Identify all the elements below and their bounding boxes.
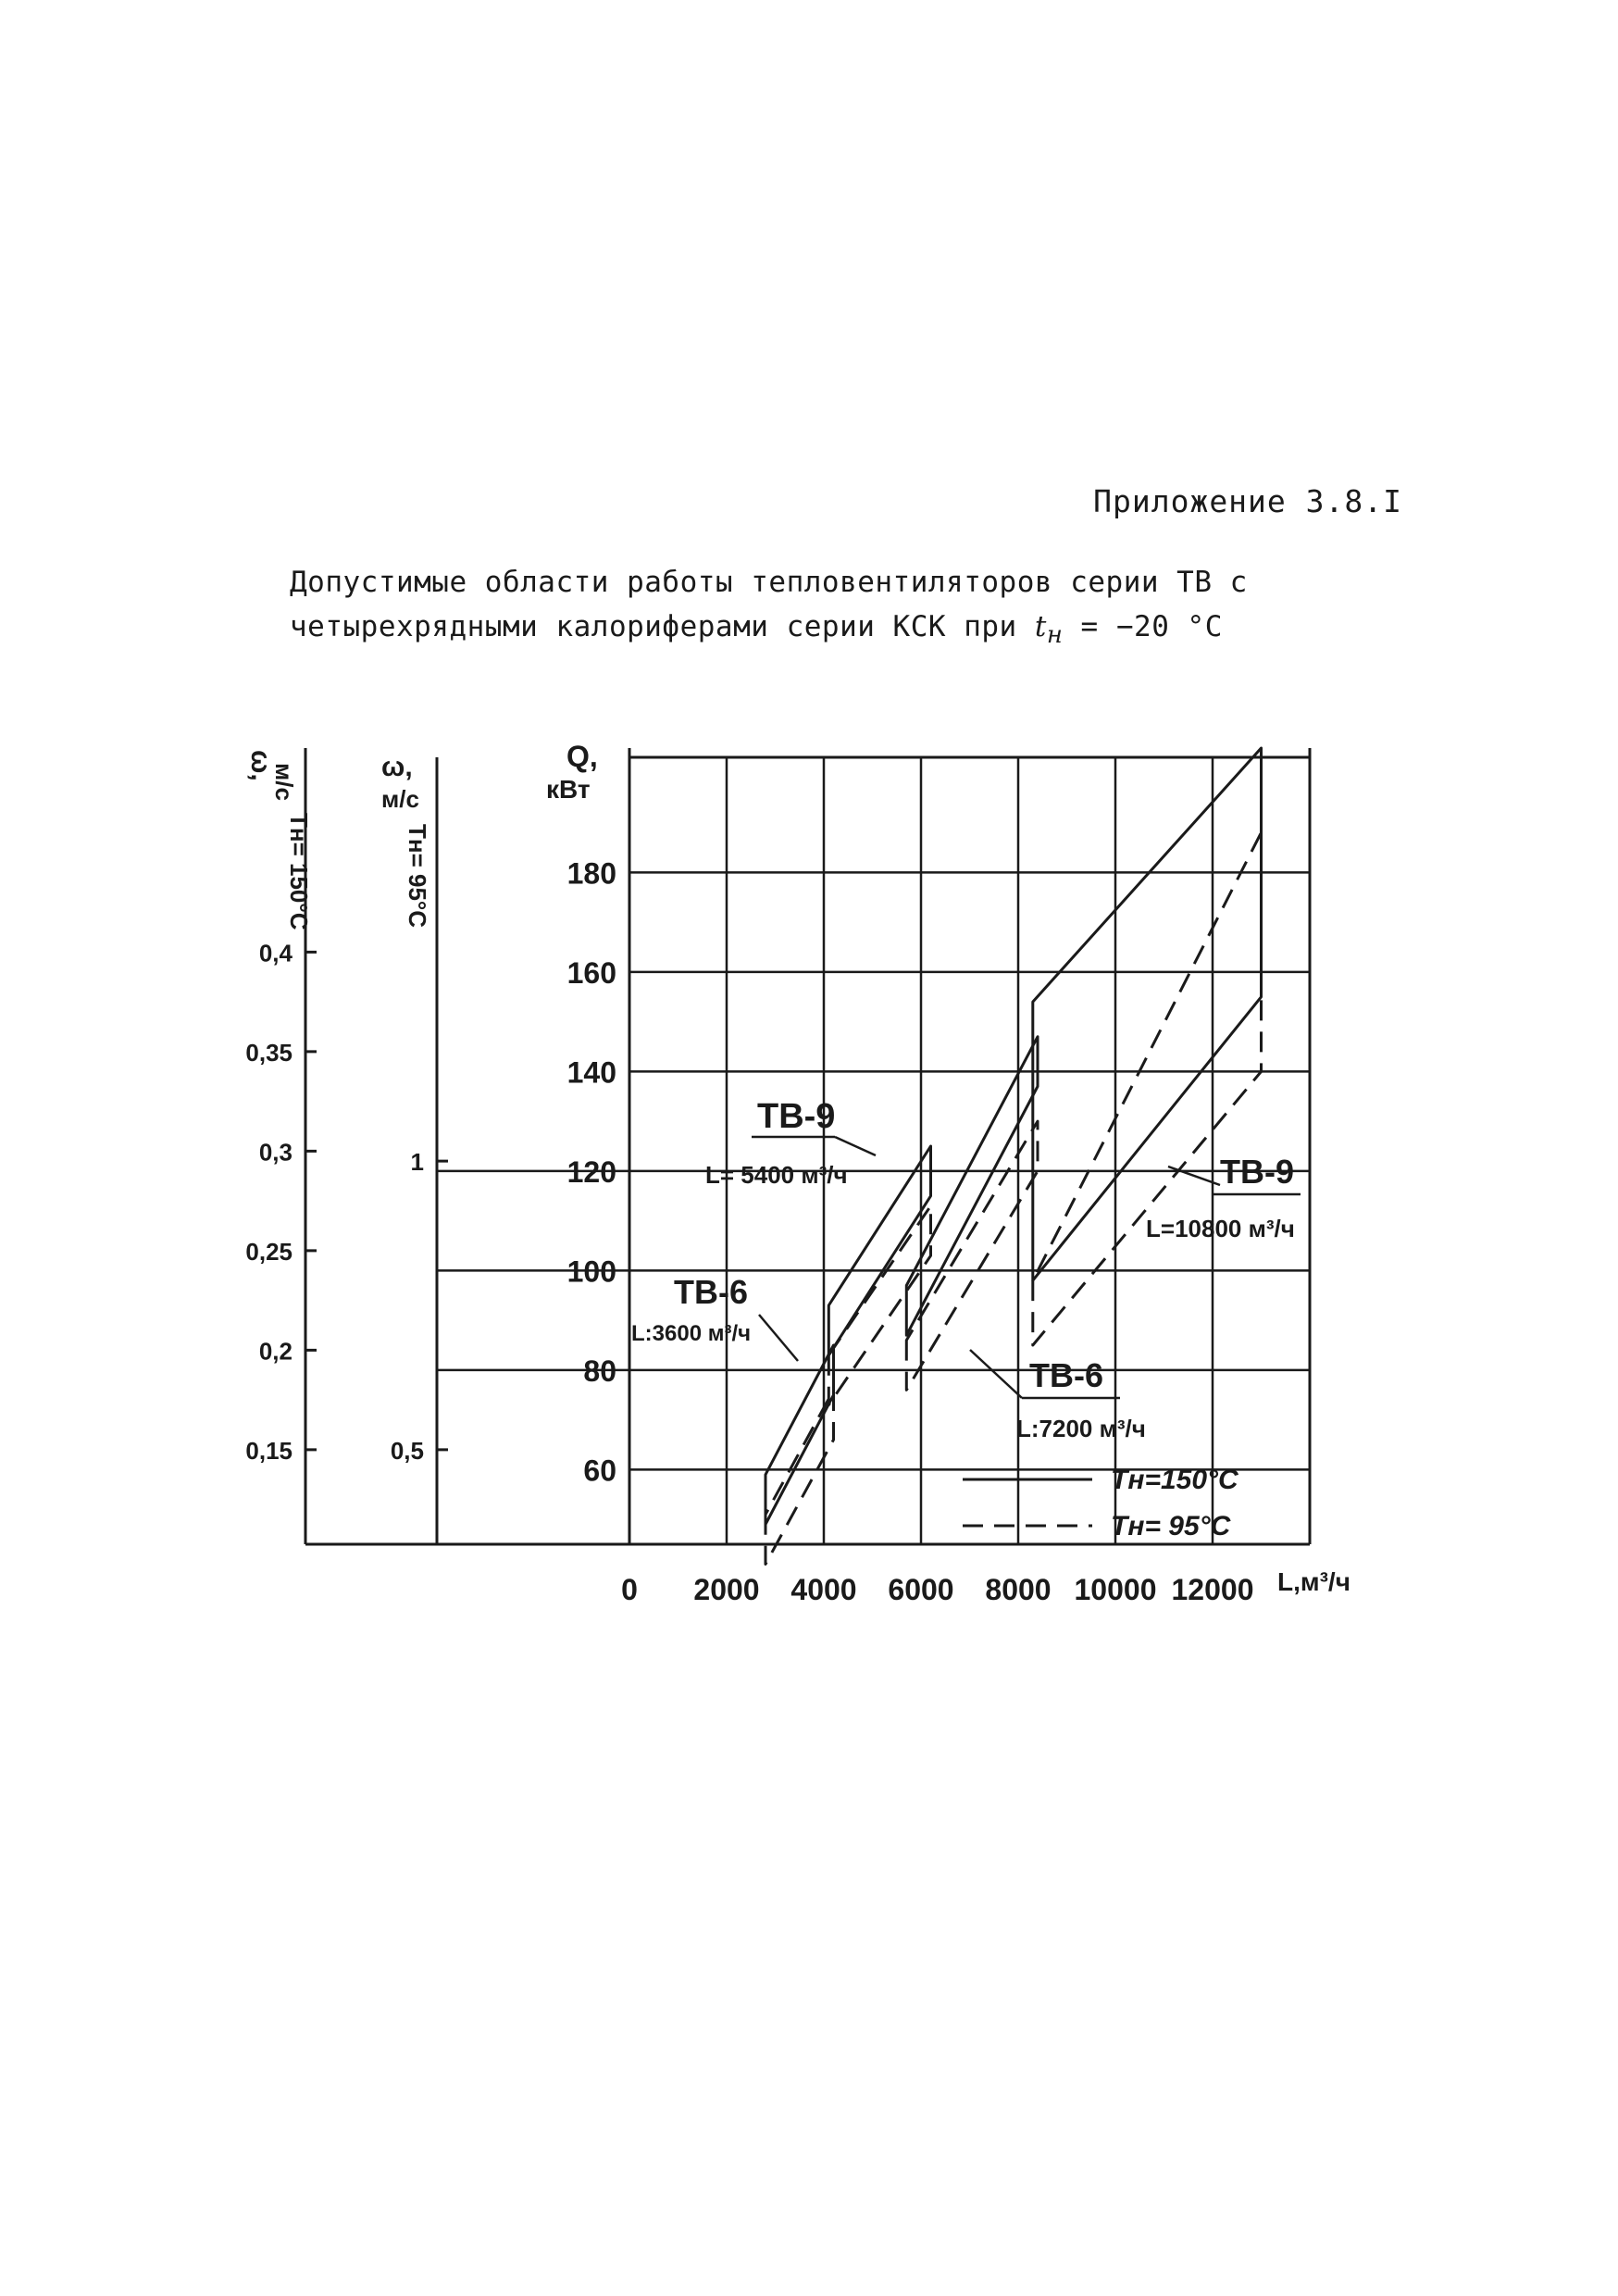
- aux-tick-label: 0,3: [258, 1138, 292, 1167]
- aux-tick-label: 0,4: [258, 939, 292, 967]
- aux-tick-label: 0,35: [245, 1038, 292, 1067]
- y-tick-label: 160: [566, 955, 616, 990]
- caption-value: = −20 °С: [1080, 610, 1223, 643]
- aux-axis-2-condition: Tн= 95°С: [404, 824, 431, 929]
- y-tick-label: 180: [566, 856, 616, 891]
- y-tick-label: 120: [566, 1154, 616, 1189]
- y-tick-label: 140: [566, 1055, 616, 1090]
- annotation-tv9-5400-title: ТВ-9: [757, 1097, 836, 1136]
- x-tick-label: 4000: [790, 1573, 857, 1606]
- y-tick-label: 60: [583, 1454, 616, 1488]
- annotation-tv9-10800-title: ТВ-9: [1220, 1153, 1294, 1191]
- legend-dashed-label: Tн= 95°С: [1111, 1511, 1231, 1541]
- aux-axis-1-condition: Tн= 150°С: [285, 813, 313, 930]
- series-layer: [765, 748, 1262, 1565]
- y-tick-label: 100: [566, 1254, 616, 1289]
- appendix-label: Приложение 3.8.I: [1093, 483, 1402, 519]
- aux-tick-label: 0,5: [390, 1436, 424, 1465]
- x-tick-label: 12000: [1171, 1573, 1254, 1606]
- annotation-tv6-3600-title: ТВ-6: [674, 1273, 748, 1311]
- series-region: [1033, 832, 1262, 1345]
- annotation-tv6-7200-leader: [970, 1350, 1022, 1398]
- aux-axis-2-title: ω,: [381, 752, 413, 782]
- series-region: [1033, 748, 1262, 1280]
- x-tick-label: 8000: [985, 1573, 1052, 1606]
- aux-tick-label: 1: [410, 1148, 424, 1177]
- y-tick-label: 80: [583, 1354, 616, 1388]
- annotation-tv6-7200-sub: L:7200 м³/ч: [1016, 1415, 1146, 1442]
- aux-axis-2-unit: м/с: [381, 785, 419, 813]
- caption-symbol-sub: н: [1046, 621, 1064, 650]
- annotation-tv9-10800-sub: L=10800 м³/ч: [1146, 1215, 1295, 1242]
- aux-axes-layer: [245, 939, 448, 1465]
- x-tick-label: 0: [621, 1573, 638, 1606]
- x-axis-label: L,м³/ч: [1277, 1567, 1350, 1596]
- annotation-tv6-7200-title: ТВ-6: [1029, 1356, 1103, 1394]
- caption-line-2-text: четырехрядными калориферами серии КСК при: [290, 610, 1017, 643]
- aux-tick-label: 0,25: [245, 1237, 292, 1266]
- caption-line-1: Допустимые области работы тепловентиляторов серии ТВ с: [290, 566, 1248, 599]
- y-axis-label-q: Q,: [566, 740, 598, 773]
- legend-solid-label: Tн=150°С: [1111, 1465, 1238, 1495]
- caption-symbol-t: t: [1034, 610, 1047, 643]
- x-tick-label: 2000: [693, 1573, 760, 1606]
- annotation-tv6-3600-sub: L:3600 м³/ч: [631, 1321, 752, 1346]
- aux-tick-label: 0,2: [258, 1337, 292, 1366]
- x-tick-label: 6000: [888, 1573, 954, 1606]
- aux-tick-label: 0,15: [245, 1436, 292, 1465]
- aux-axis-1-unit: м/с: [270, 763, 298, 801]
- annotation-tv6-3600-leader: [759, 1315, 798, 1361]
- x-tick-label: 10000: [1074, 1573, 1157, 1606]
- annotation-tv9-5400-sub: L= 5400 м³/ч: [705, 1161, 848, 1189]
- y-axis-label-unit: кВт: [546, 775, 591, 804]
- annotation-tv9-5400-leader: [835, 1137, 876, 1155]
- aux-axis-1-title: ω,: [245, 750, 276, 781]
